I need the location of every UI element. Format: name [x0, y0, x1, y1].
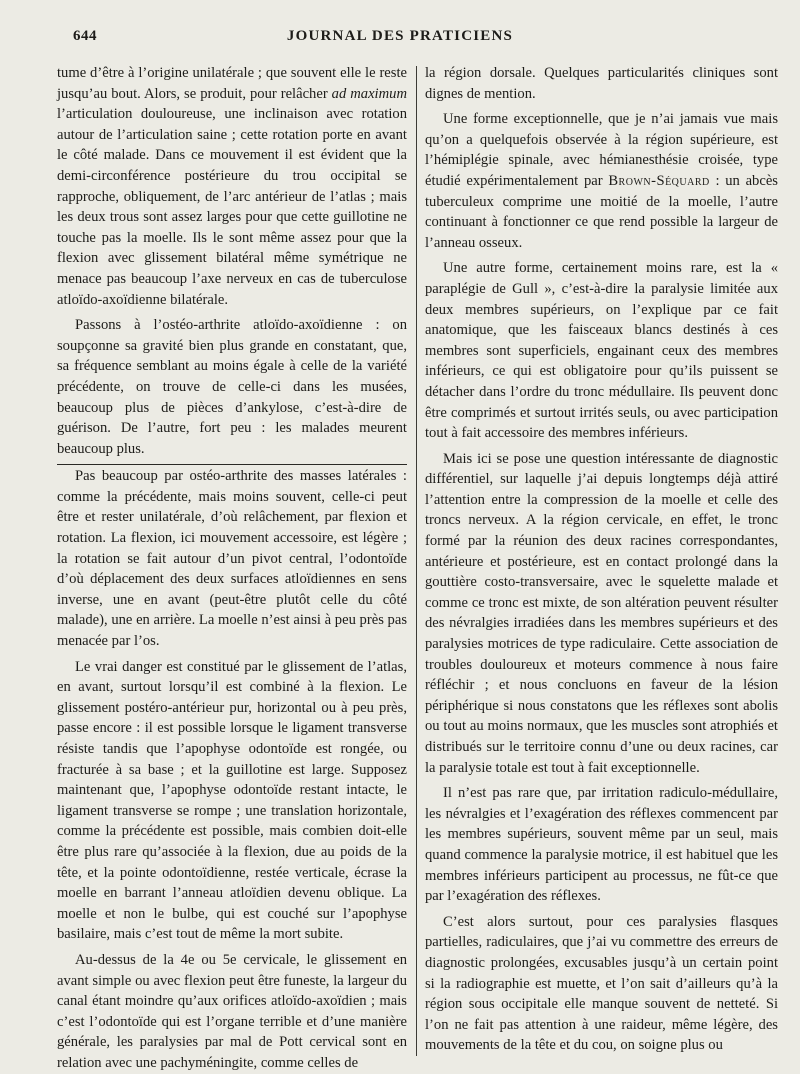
- paragraph-text: tume d’être à l’origine unilatérale ; que souvent elle le reste jusqu’au bout. Alors, se produit, pour relâcher: [57, 65, 407, 102]
- paragraph: [57, 63, 407, 310]
- paragraph: Pas beaucoup par ostéo-arthrite des masses latérales : comme la précédente, mais moins souvent, celle-ci peut être et rester unilatérale, d’où relâchement, par flexion et rotation. La flexion, ici mouvement accessoire, est légère ; la rotation se fait autour d’un pivot central, l’odontoïde d’où déplacement des deux surfaces atloïdiennes en sens inverse, une en avant (peut-être plutôt celle du côté malade), une en arrière. La moelle n’est ainsi à peu près pas menacée par l’os.: [57, 464, 407, 651]
- paragraph: Au-dessus de la 4e ou 5e cervicale, le glissement en avant simple ou avec flexion peut être funeste, la largeur du canal étant moindre qu’aux orifices atloïdo-axoïdien ; mais c’est l’odontoïde qui est l’organe terrible et d’une manière générale, les paralysies par mal de Pott cervical sont en relation avec une pachyméningite, comme celles de: [57, 951, 407, 1071]
- paragraph: Passons à l’ostéo-arthrite atloïdo-axoïdienne : on soupçonne sa gravité bien plus grande en constatant, que, sa fréquence semblant au moins égale à celle de la variété précédente, on trouve de celle-ci dans les musées, beaucoup plus de pièces d’ankylose, c’est-à-dire de guérison. De l’autre, fort peu : les malades meurent beaucoup plus.: [57, 317, 407, 457]
- page-number: 644: [73, 28, 97, 44]
- latin-phrase: ad maximum: [331, 85, 407, 102]
- paragraph: la région dorsale. Quelques particularités cliniques sont dignes de mention.: [425, 65, 778, 102]
- paragraph-text: l’articulation douloureuse, une inclinaison avec rotation autour de l’articulation saine ; cette rotation porte en avant le côté malade. Dans ce mouvement il est évident que la demi-circonférence postérieure du trou occipital se rapproche, obliquement, de l’arc antérieur de l’atlas ; mais les deux trous sont assez larges pour que cette guillotine ne touche pas la moelle. Ils le sont même assez pour que la flexion avec glissement bilatéral même symétrique ne menace pas beaucoup l’axe nerveux en cas de tuberculose atloïdo-axoïdienne bilatérale.: [57, 106, 407, 308]
- paragraph: C’est alors surtout, pour ces paralysies flasques partielles, radiculaires, que j’ai vu commettre des erreurs de diagnostic prolongées, excusables jusqu’à un certain point si la radiographie est muette, et l’on sait d’ailleurs qu’à la région sous occipitale elle manque souvent de netteté. Si l’on ne fait pas attention à une raideur, même légère, des mouvements de la tête et du cou, on soigne plus ou: [425, 913, 778, 1054]
- paragraph: Le vrai danger est constitué par le glissement de l’atlas, en avant, surtout lorsqu’il est combiné à la flexion. Le glissement postéro-antérieur pur, horizontal ou à peu près, passe encore : il est possible lorsque le ligament transverse résiste tandis que l’apophyse odontoïde est rongée, ou fracturée à sa base ; et la guillotine est large. Supposez maintenant que, l’apophyse odontoïde restant intacte, le ligament transverse se rompe ; une translation horizontale, comme la précédente est possible, mais combien doit-elle être plus rare qu’associée à la flexion, due au poids de la tête, et la pointe odontoïdienne, restée verticale, écrase la moelle en barrant l’anneau atloïdien devenu oblique. La moelle et non le bulbe, qui est couché sur l’apophyse basilaire, mais c’est tout de même la mort subite.: [57, 658, 407, 943]
- paragraph: [425, 109, 778, 253]
- journal-title: JOURNAL DES PRATICIENS: [286, 28, 514, 44]
- paragraph-text: : un abcès tuberculeux comprime une moitié de la moelle, l’autre continuant à fonctionner ce que rend possible la largeur de l’anneau osseux.: [425, 172, 778, 251]
- column-divider: [416, 66, 417, 1056]
- paragraph: Une autre forme, certainement moins rare, est la « paraplégie de Gull », c’est-à-dire la paralysie limitée aux deux membres supérieurs, on l’explique par ce fait anatomique, que les faisceaux blancs destinés à ces membres sont superficiels, engainant ceux des membres inférieurs, ce qui est obligatoire pour qu’ils puissent se détacher dans l’ordre du tronc médullaire. Ils peuvent donc être comprimés et surtout irrités seuls, ou avec participation tout à fait accessoire des membres inférieurs.: [425, 260, 778, 442]
- paragraph: Il n’est pas rare que, par irritation radiculo-médullaire, les névralgies et l’exagération des réflexes commencent par les membres supérieurs, souvent même par un seul, mais quand commence la paralysie motrice, il est habituel que les membres inférieurs participent au processus, ne fût-ce que par l’exagération des réflexes.: [425, 785, 778, 905]
- page-header: [0, 28, 800, 52]
- left-column: [57, 63, 407, 1071]
- right-column: [425, 63, 778, 1061]
- paragraph-text: Une forme exceptionnelle, que je n’ai jamais vue mais qu’on a quelquefois observée à la région supérieure, est l’hémiplégie spinale, avec hémianesthésie croisée, type étudié expérimentalement par: [425, 111, 778, 189]
- author-name: Brown-Séquard: [608, 172, 710, 189]
- paragraph: Mais ici se pose une question intéressante de diagnostic différentiel, sur laquelle j’ai depuis longtemps déjà attiré l’attention entre la compression de la moelle et celle des troncs nerveux. A la région cervicale, en effet, le tronc formé par la réunion des deux racines correspondantes, antérieure et postérieure, est en contact prolongé dans la gouttière costo-transversaire, avec le squelette malade et comme ce tronc est mixte, de son altération peuvent résulter des névralgies irradiées dans les membres supérieurs et des paralysies motrices de type radiculaire. Cette association de troubles douloureux et moteurs commence à nous faire réfléchir ; et nous concluons en faveur de la lésion périphérique si nous constatons que les réflexes sont abolis ou tout au moins normaux, que les muscles sont atrophiés et distribués sur le territoire connu d’une ou deux racines, car la paralysie totale est tout à fait exceptionnelle.: [425, 450, 778, 776]
